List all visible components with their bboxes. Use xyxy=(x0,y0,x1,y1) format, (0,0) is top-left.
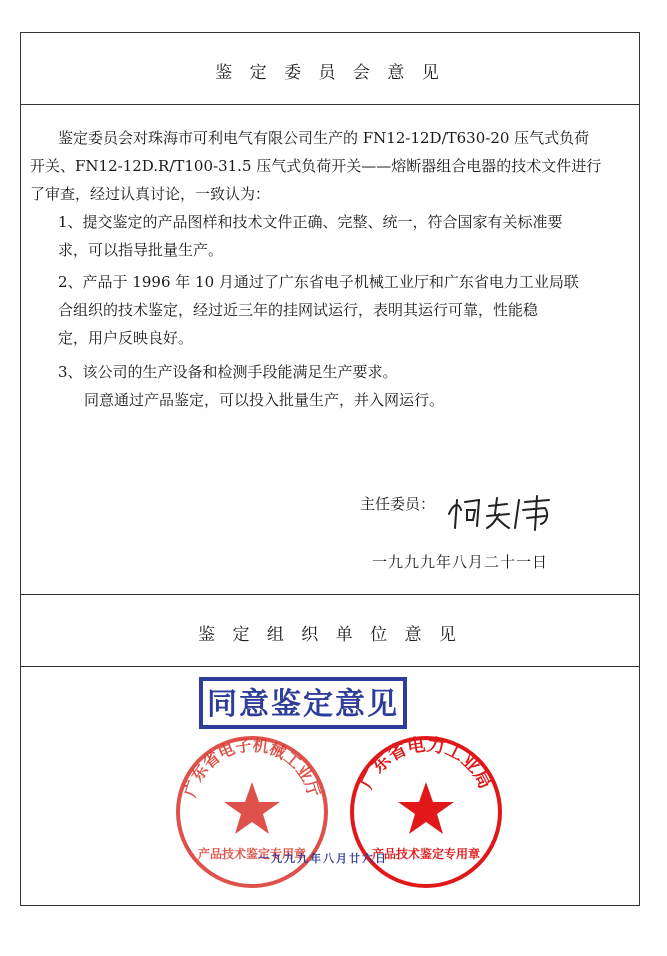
divider-middle xyxy=(20,594,640,595)
seal-right xyxy=(346,732,506,896)
signature-date: 一九九九年八月二十一日 xyxy=(372,553,549,571)
list-item: 定，用户反映良好。 xyxy=(58,329,194,347)
star-icon xyxy=(398,782,454,834)
approval-stamp-text: 同意鉴定意见 xyxy=(207,687,399,722)
seal-left xyxy=(172,732,332,896)
divider-top xyxy=(20,104,640,105)
seal-left-inner-text: 产品技术鉴定专用章 xyxy=(197,847,307,861)
seal-date-stamp: 一九九九年八月廿六日 xyxy=(258,852,388,865)
list-item: 求，可以指导批量生产。 xyxy=(58,241,224,259)
list-item: 合组织的技术鉴定，经过近三年的挂网试运行，表明其运行可靠，性能稳 xyxy=(58,301,539,319)
handwritten-signature xyxy=(445,492,555,536)
list-item: 1、提交鉴定的产品图样和技术文件正确、完整、统一，符合国家有关标准要 xyxy=(58,213,563,231)
list-item: 2、产品于 1996 年 10 月通过了广东省电子机械工业厅和广东省电力工业局联 xyxy=(58,273,579,291)
star-icon xyxy=(224,782,280,834)
seal-right-arc-text: 广东省电力工业局 xyxy=(356,734,496,793)
committee-opinion-heading: 鉴 定 委 员 会 意 见 xyxy=(215,63,445,83)
signer-label: 主任委员： xyxy=(360,495,436,513)
approval-stamp xyxy=(198,676,408,734)
list-item: 3、该公司的生产设备和检测手段能满足生产要求。 xyxy=(58,363,398,381)
seal-right-inner-text: 产品技术鉴定专用章 xyxy=(371,847,481,861)
intro-line: 鉴定委员会对珠海市可利电气有限公司生产的 FN12-12D/T630-20 压气式负荷 xyxy=(58,129,590,147)
organizer-opinion-heading: 鉴 定 组 织 单 位 意 见 xyxy=(198,625,462,645)
divider-lower xyxy=(20,666,640,667)
seal-left-arc-text: 广东省电子机械工业厅 xyxy=(180,735,324,800)
conclusion-text: 同意通过产品鉴定，可以投入批量生产，并入网运行。 xyxy=(84,391,445,409)
intro-line: 开关、FN12-12D.R/T100-31.5 压气式负荷开关——熔断器组合电器的技术文件进行 xyxy=(30,157,602,175)
intro-line: 了审查，经过认真讨论，一致认为： xyxy=(30,185,271,203)
